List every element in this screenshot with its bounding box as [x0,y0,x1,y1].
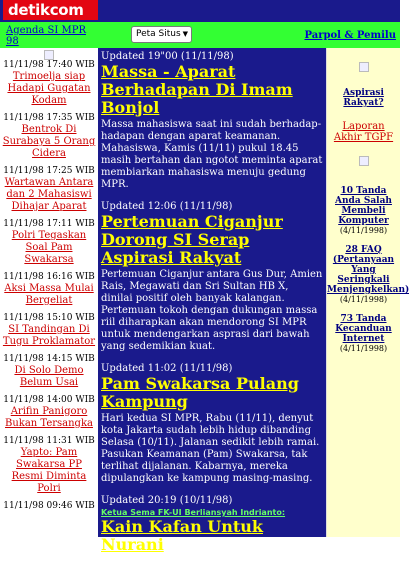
story [98,48,326,198]
list-item [0,272,98,307]
sidebar-article-date: (4/11/1998) [339,295,388,304]
news-link[interactable]: Arifin Panigoro Bukan Tersangka [5,406,93,429]
list-item [0,501,98,512]
list-item [0,313,98,348]
news-time: 11/11/98 17:11 WIB [3,219,95,229]
nav-bar [0,22,400,48]
main-news-column [98,48,326,554]
news-time: 11/11/98 17:25 WIB [3,166,95,176]
sidebar-article-link[interactable]: 28 FAQ (Pertanyaan Yang Seringkali Menjengkelkan) [327,245,409,295]
story-updated: Updated 19"00 (11/11/98) [101,51,234,62]
left-news-column [0,48,98,537]
news-time: 11/11/98 11:31 WIB [3,436,95,446]
story [98,492,326,563]
sidebar-article-date: (4/11/1998) [339,226,388,235]
news-link[interactable]: Polri Tegaskan Soal Pam Swakarsa [11,230,87,265]
laporan-tgpf-link[interactable]: Laporan Akhir TGPF [333,121,394,143]
story [98,198,326,360]
news-time: 11/11/98 14:00 WIB [3,395,95,405]
sidebar-article-date: (4/11/1998) [339,344,388,353]
right-sidebar [326,48,409,537]
aspirasi-link[interactable]: Aspirasi Rakyat? [343,88,384,108]
list-item [0,219,98,266]
sidebar-article-link[interactable]: 73 Tanda Kecanduan Internet [335,314,392,344]
select-value: Peta Situs [136,29,181,39]
news-time: 11/11/98 09:46 WIB [3,501,95,511]
broken-image-icon [44,50,54,60]
news-time: 11/11/98 14:15 WIB [3,354,95,364]
sidebar-article-link[interactable]: 10 Tanda Anda Salah Membeli Komputer [335,186,392,226]
news-link[interactable]: Di Solo Demo Belum Usai [14,365,84,388]
list-item [0,354,98,389]
broken-image-icon [359,156,369,166]
news-link[interactable]: Trimoelja siap Hadapi Gugatan Kodam [7,71,91,106]
news-time: 11/11/98 16:16 WIB [3,272,95,282]
news-link[interactable]: Bentrok Di Surabaya 5 Orang Cidera [2,124,96,159]
news-time: 11/11/98 17:35 WIB [3,113,95,123]
top-bar [0,0,400,22]
story-headline[interactable]: Pertemuan Ciganjur Dorong SI Serap Aspirasi Rakyat [101,212,283,267]
news-time: 11/11/98 17:40 WIB [3,60,95,70]
story-headline[interactable]: Massa - Aparat Berhadapan Di Imam Bonjol [101,62,293,117]
detikcom-logo[interactable]: detikcom [3,0,98,20]
story-body: Pertemuan Ciganjur antara Gus Dur, Amien Rais, Megawati dan Sri Sultan HB X, dinilai positif oleh banyak kalangan. Pertemuan tokoh dengan dukungan massa riil diharapkan akan mendorong SI MPR untuk mendengarkan asprasi dari bawah yang sedemikian kuat. [101,269,323,352]
list-item [0,60,98,107]
list-item [0,166,98,213]
story-headline[interactable]: Kain Kafan Untuk Nurani [101,517,263,554]
story-headline[interactable]: Pam Swakarsa Pulang Kampung [101,374,299,411]
news-link[interactable]: Wartawan Antara dan 2 Mahasiswi Dihajar Aparat [4,177,94,212]
story-kicker[interactable]: Ketua Sema FK-UI Berliansyah Indrianto: [101,508,286,517]
peta-situs-select[interactable] [131,26,192,43]
story-updated: Updated 20:19 (10/11/98) [101,495,233,506]
story-body: Massa mahasiswa saat ini sudah berhadap-hadapan dengan aparat keamanan. Mahasiswa, Kamis (11/11) pukul 18.45 masih bertahan dan ngotot meminta aparat membiarkan mahasiswa menuju gedung MPR. [101,119,323,190]
story-updated: Updated 11:02 (11/11/98) [101,363,233,374]
chevron-down-icon: ▼ [182,30,188,38]
parpol-pemilu-link[interactable]: Parpol & Pemilu [304,30,396,41]
news-link[interactable]: Aksi Massa Mulai Bergeliat [4,283,94,306]
story-updated: Updated 12:06 (11/11/98) [101,201,233,212]
news-time: 11/11/98 15:10 WIB [3,313,95,323]
story [98,360,326,492]
list-item [0,395,98,430]
list-item [0,113,98,160]
news-link[interactable]: Yapto: Pam Swakarsa PP Resmi Diminta Polri [11,447,87,494]
list-item [0,436,98,495]
broken-image-icon [359,62,369,72]
news-link[interactable]: SI Tandingan Di Tugu Proklamator [2,324,96,347]
agenda-link[interactable]: Agenda SI MPR 98 [6,25,86,47]
story-body: Hari kedua SI MPR, Rabu (11/11), denyut kota Jakarta sudah lebih hidup dibanding Selasa (10/11). Jalanan sedikit lebih ramai. Pasukan Keamanan (Pam) Swakarsa, tak terlihat dijalanan. Kabarnya, mereka dipulangkan ke kampung masing-masing. [101,413,320,484]
